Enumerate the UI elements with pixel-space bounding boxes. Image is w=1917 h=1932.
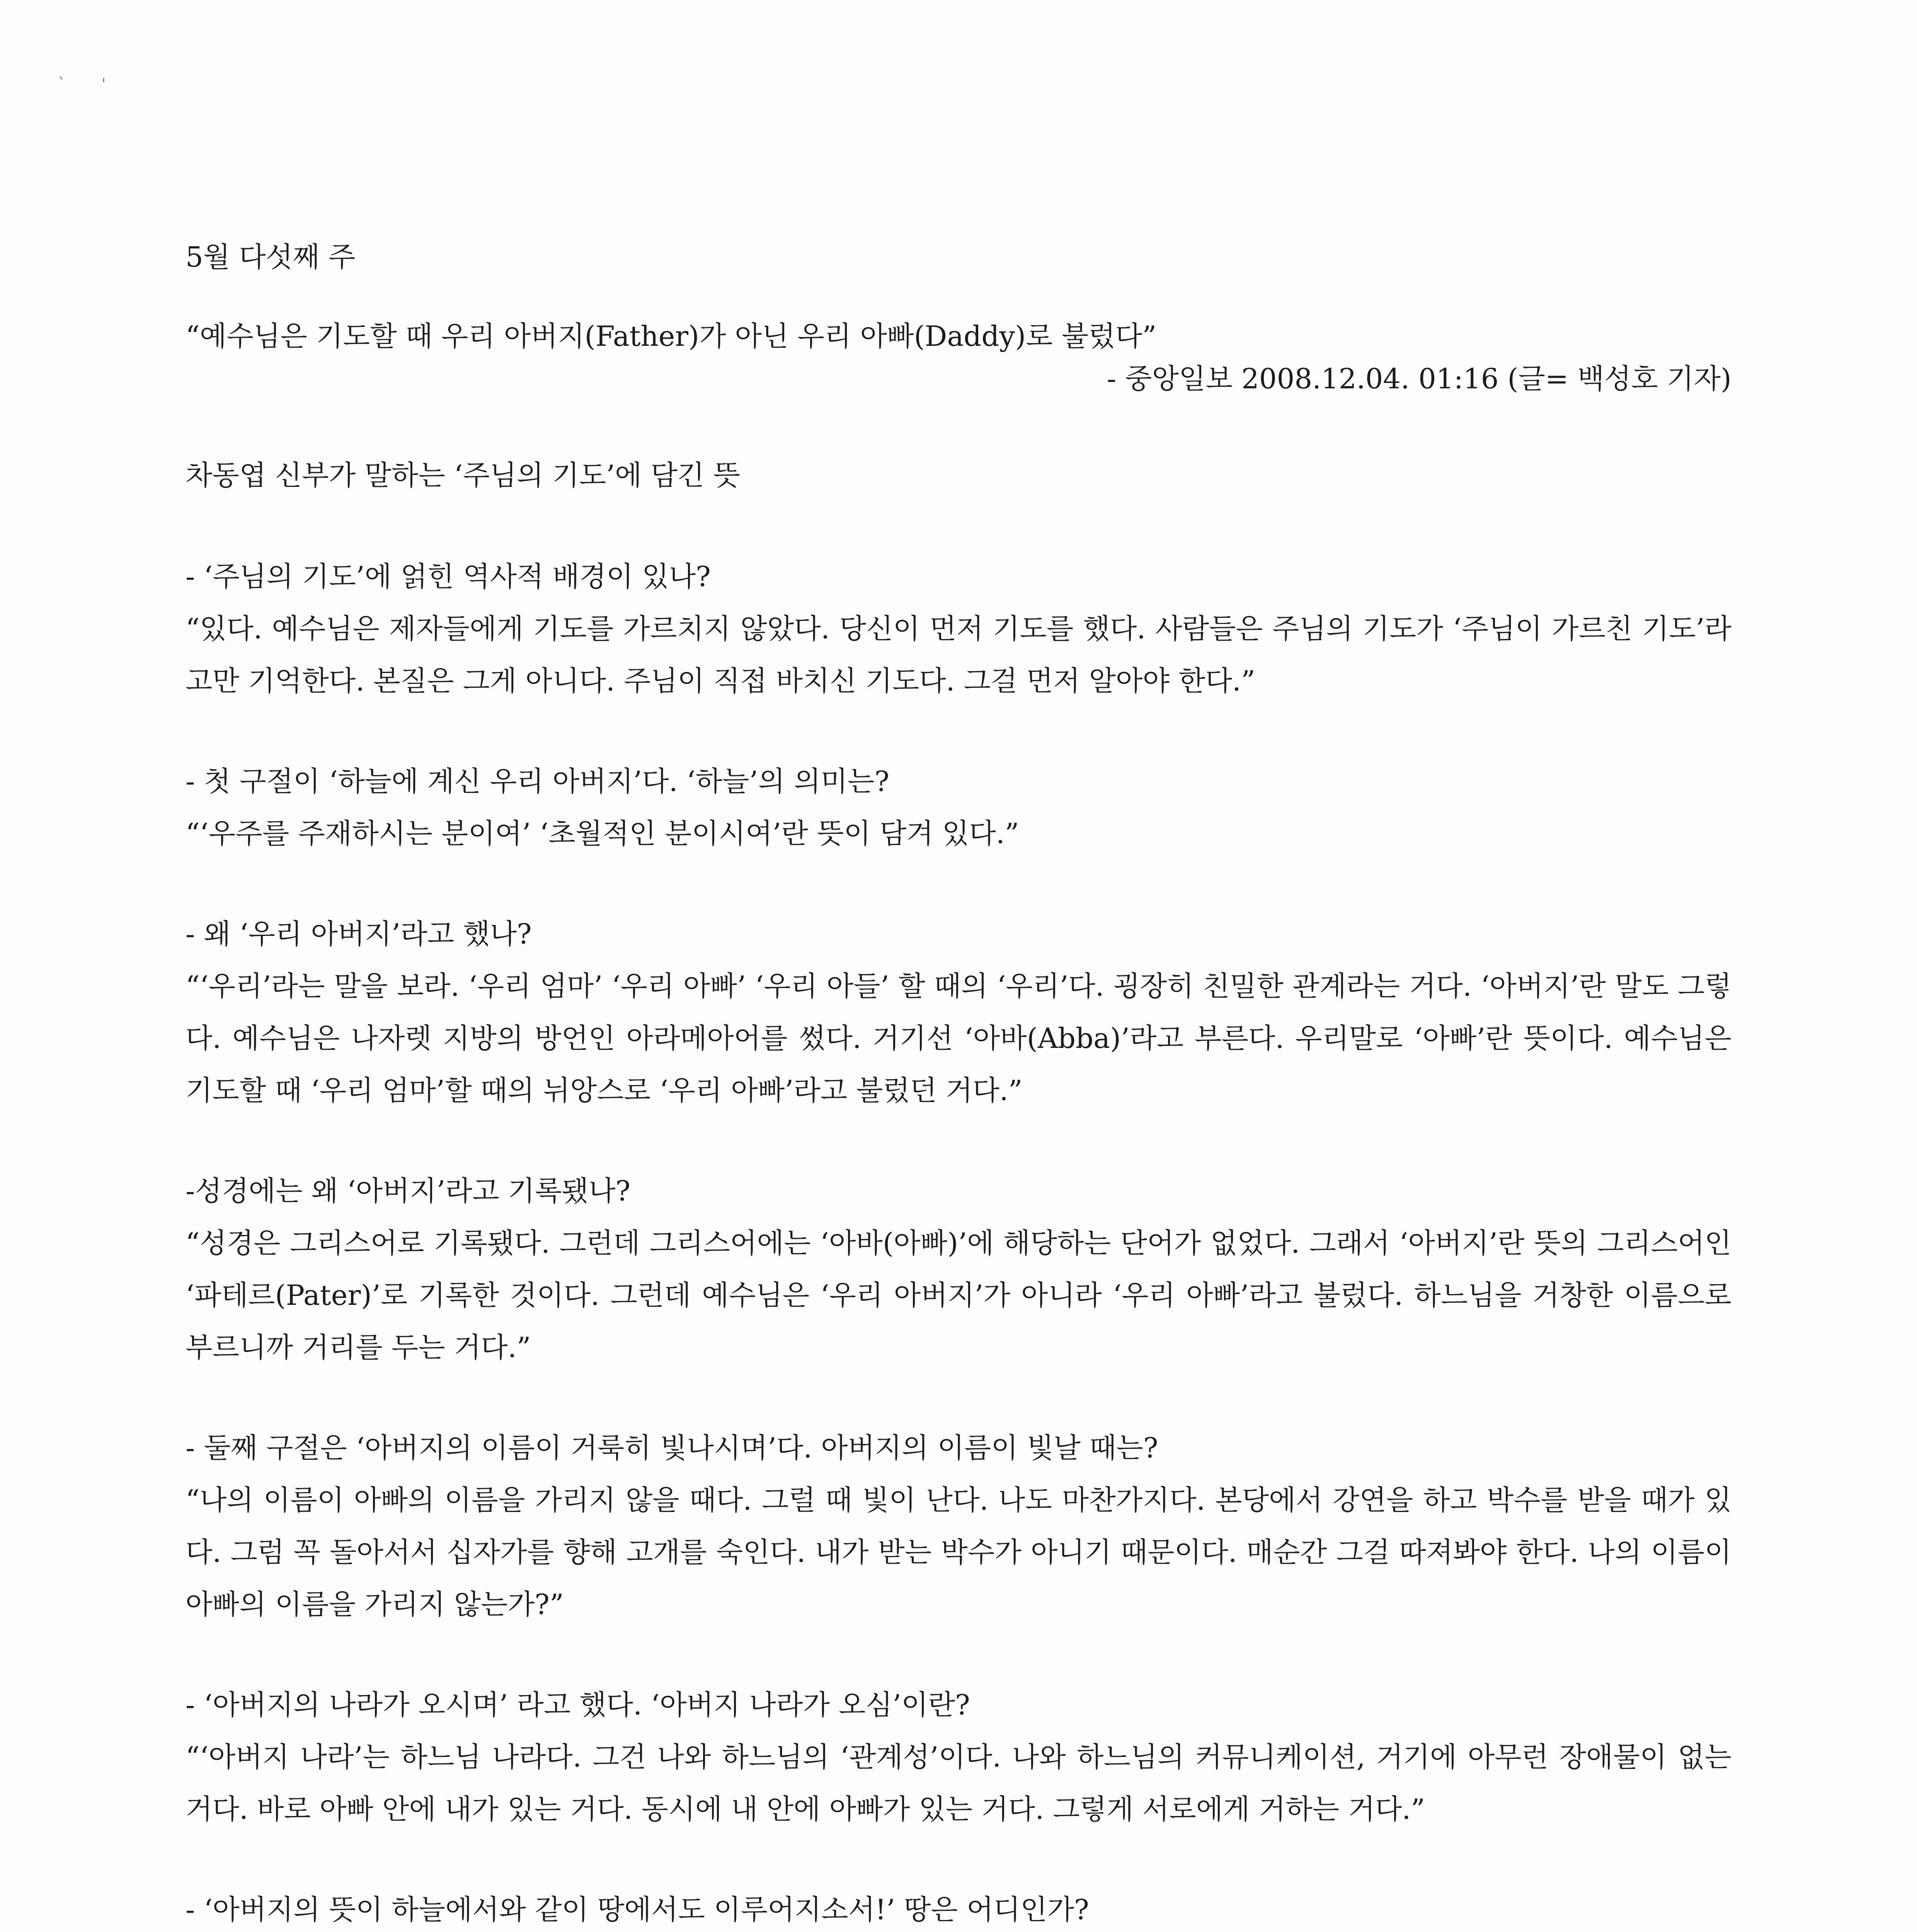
qa-item-1 [186,551,1731,707]
scan-marks: ` ' [58,75,121,93]
question: - ‘아버지의 나라가 오시며’ 라고 했다. ‘아버지 나라가 오심’이란? [186,1689,970,1721]
answer: “‘아버지 나라’는 하느님 나라다. 그건 나와 하느님의 ‘관계성’이다. 나와 하느님의 커뮤니케이션, 거기에 아무런 장애물이 없는 거다. 바로 아빠 안에 내가 있는 거다. 동시에 내 안에 아빠가 있는 거다. 그렇게 서로에게 거하는 거다.” [186,1741,1731,1825]
qa-item-7 [186,1884,1731,1932]
qa-item-2 [186,755,1731,860]
answer: “있다. 예수님은 제자들에게 기도를 가르치지 않았다. 당신이 먼저 기도를 했다. 사람들은 주님의 기도가 ‘주님이 가르친 기도’라고만 기억한다. 본질은 그게 아니다. 주님이 직접 바치신 기도다. 그걸 먼저 알아야 한다.” [186,612,1731,697]
qa-item-6 [186,1679,1731,1835]
question: - 둘째 구절은 ‘아버지의 이름이 거룩히 빛나시며’다. 아버지의 이름이 빛날 때는? [186,1432,1158,1464]
subtitle: 차동엽 신부가 말하는 ‘주님의 기도’에 담긴 뜻 [186,459,741,492]
answer: “성경은 그리스어로 기록됐다. 그런데 그리스어에는 ‘아바(아빠)’에 해당하는 단어가 없었다. 그래서 ‘아버지’란 뜻의 그리스어인 ‘파테르(Pater)’로 기록한 것이다. 그런데 예수님은 ‘우리 아버지’가 아니라 ‘우리 아빠’라고 불렀다. 하느님을 거창한 이름으로 부르니까 거리를 두는 거다.” [186,1227,1731,1364]
week-label: 5월 다섯째 주 [186,241,356,273]
document-body [186,236,1731,1932]
qa-item-4 [186,1165,1731,1374]
qa-item-5 [186,1422,1731,1631]
question: - ‘아버지의 뜻이 하늘에서와 같이 땅에서도 이루어지소서!’ 땅은 어디인가? [186,1893,1089,1926]
answer: “‘우주를 주재하시는 분이여’ ‘초월적인 분이시여’란 뜻이 담겨 있다.” [186,817,1019,850]
qa-item-3 [186,908,1731,1117]
question: - 첫 구절이 ‘하늘에 계신 우리 아버지’다. ‘하늘’의 의미는? [186,765,890,798]
answer: “나의 이름이 아빠의 이름을 가리지 않을 때다. 그럴 때 빛이 난다. 나도 마찬가지다. 본당에서 강연을 하고 박수를 받을 때가 있다. 그럼 꼭 돌아서서 십자가를 향해 고개를 숙인다. 내가 받는 박수가 아니기 때문이다. 매순간 그걸 따져봐야 한다. 나의 이름이 아빠의 이름을 가리지 않는가?” [186,1484,1731,1621]
answer: “‘우리’라는 말을 보라. ‘우리 엄마’ ‘우리 아빠’ ‘우리 아들’ 할 때의 ‘우리’다. 굉장히 친밀한 관계라는 거다. ‘아버지’란 말도 그렇다. 예수님은 나자렛 지방의 방언인 아라메아어를 썼다. 거기선 ‘아바(Abba)’라고 부른다. 우리말로 ‘아빠’란 뜻이다. 예수님은 기도할 때 ‘우리 엄마’할 때의 뉘앙스로 ‘우리 아빠’라고 불렀던 거다.” [186,970,1731,1107]
headline: “예수님은 기도할 때 우리 아버지(Father)가 아닌 우리 아빠(Daddy)로 불렀다” [186,320,1157,352]
question: - ‘주님의 기도’에 얽힌 역사적 배경이 있나? [186,560,711,593]
source-line: - 중앙일보 2008.12.04. 01:16 (글= 백성호 기자) [1107,362,1731,395]
question: -성경에는 왜 ‘아버지’라고 기록됐나? [186,1175,631,1207]
question: - 왜 ‘우리 아버지’라고 했나? [186,918,532,950]
